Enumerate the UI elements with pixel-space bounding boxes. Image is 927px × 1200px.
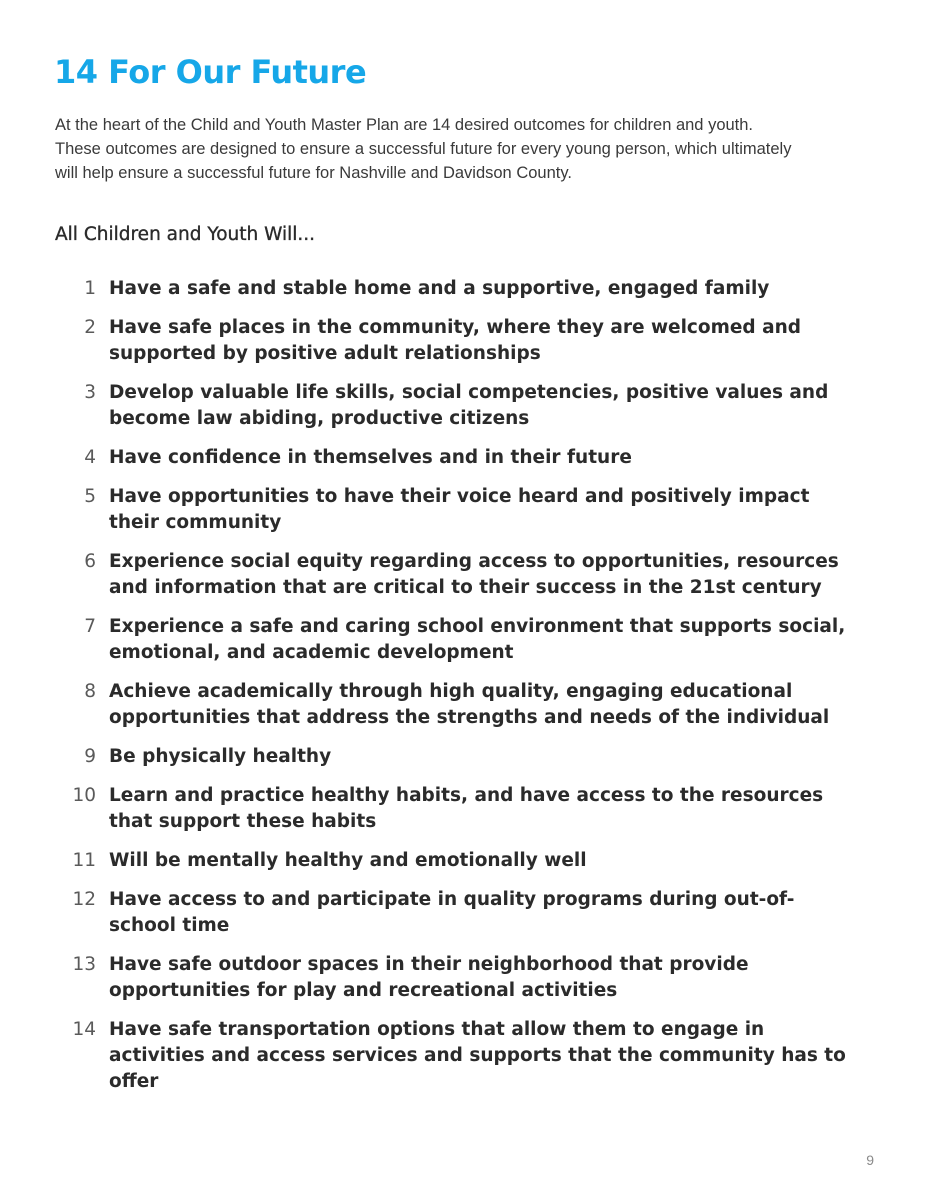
outcome-text: [109, 887, 869, 939]
outcome-text-line: opportunities that address the strengths and needs of the individual: [109, 707, 830, 728]
outcome-text-line: Have safe outdoor spaces in their neighborhood that provide: [109, 954, 749, 975]
outcome-number: 10: [72, 785, 96, 806]
outcome-number: 13: [72, 954, 96, 975]
outcome-text-line: their community: [109, 512, 282, 533]
outcome-text: [109, 315, 869, 367]
outcome-text: [109, 1017, 869, 1095]
outcome-number: 7: [84, 616, 96, 637]
intro-line: will help ensure a successful future for Nashville and Davidson County.: [55, 164, 572, 182]
outcome-text-line: Have safe places in the community, where they are welcomed and: [109, 317, 802, 338]
outcome-text-line: Develop valuable life skills, social competencies, positive values and: [109, 382, 829, 403]
outcome-text-line: Have access to and participate in quality programs during out-of-: [109, 889, 795, 910]
outcome-number: 11: [72, 850, 96, 871]
outcome-text-line: opportunities for play and recreational activities: [109, 980, 618, 1001]
outcome-text-line: school time: [109, 915, 230, 936]
outcome-text: [109, 952, 869, 1004]
outcome-text-line: emotional, and academic development: [109, 642, 514, 663]
outcome-text-line: Have confidence in themselves and in their future: [109, 447, 632, 468]
intro-paragraph: [55, 113, 885, 185]
outcome-text: [109, 614, 869, 666]
outcome-text: [109, 549, 869, 601]
outcome-number: 9: [84, 746, 96, 767]
outcome-number: 5: [84, 486, 96, 507]
outcome-text-line: become law abiding, productive citizens: [109, 408, 530, 429]
section-heading: All Children and Youth Will...: [55, 224, 316, 245]
outcome-text-line: supported by positive adult relationships: [109, 343, 541, 364]
outcome-text-line: Learn and practice healthy habits, and have access to the resources: [109, 785, 824, 806]
outcome-number: 14: [72, 1019, 96, 1040]
intro-line: These outcomes are designed to ensure a successful future for every young person, which ultimately: [55, 140, 792, 158]
outcome-text: [109, 783, 869, 835]
outcome-text-line: Achieve academically through high quality, engaging educational: [109, 681, 793, 702]
outcome-text: [109, 848, 869, 874]
outcome-text: [109, 679, 869, 731]
outcome-text-line: Experience social equity regarding access to opportunities, resources: [109, 551, 839, 572]
outcome-text: [109, 445, 869, 471]
outcome-text-line: Experience a safe and caring school environment that supports social,: [109, 616, 846, 637]
outcome-text-line: Be physically healthy: [109, 746, 332, 767]
page-title: 14 For Our Future: [54, 53, 367, 91]
outcome-text: [109, 380, 869, 432]
outcome-number: 1: [84, 278, 96, 299]
outcome-text-line: Have safe transportation options that allow them to engage in: [109, 1019, 765, 1040]
outcome-number: 6: [84, 551, 96, 572]
outcome-text-line: that support these habits: [109, 811, 377, 832]
outcome-text-line: Have opportunities to have their voice heard and positively impact: [109, 486, 810, 507]
outcome-text-line: Will be mentally healthy and emotionally well: [109, 850, 587, 871]
outcome-text: [109, 276, 869, 302]
intro-line: At the heart of the Child and Youth Master Plan are 14 desired outcomes for children and youth.: [55, 116, 754, 134]
outcome-text-line: Have a safe and stable home and a supportive, engaged family: [109, 278, 770, 299]
outcome-text-line: offer: [109, 1071, 159, 1092]
outcome-number: 3: [84, 382, 96, 403]
outcome-number: 2: [84, 317, 96, 338]
outcome-text: [109, 744, 869, 770]
outcome-number: 12: [72, 889, 96, 910]
outcome-number: 4: [84, 447, 96, 468]
outcome-text: [109, 484, 869, 536]
outcome-number: 8: [84, 681, 96, 702]
outcome-text-line: activities and access services and supports that the community has to: [109, 1045, 846, 1066]
outcome-text-line: and information that are critical to their success in the 21st century: [109, 577, 822, 598]
page-number: 9: [866, 1152, 874, 1168]
